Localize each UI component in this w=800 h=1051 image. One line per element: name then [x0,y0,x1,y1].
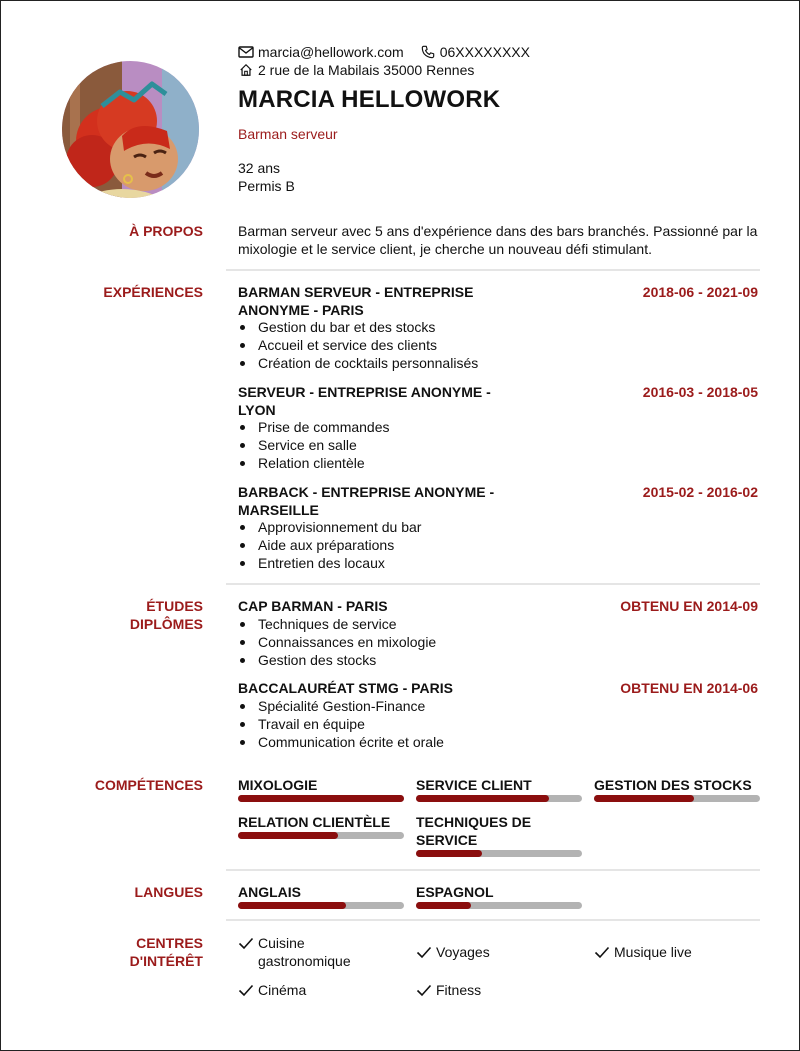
section-label-experiences: EXPÉRIENCES [103,284,203,300]
divider [226,919,760,921]
phone-icon [420,45,436,59]
list-item: Communication écrite et orale [238,733,444,751]
list-item: Techniques de service [238,615,436,633]
check-icon [594,945,610,959]
contact-info [238,43,530,79]
interest-item [416,981,481,999]
skill-bar [416,850,582,857]
skill-item [594,776,760,802]
language-item [238,883,404,909]
section-label-interests [130,934,203,970]
skill-name: TECHNIQUES DE SERVICE [416,814,532,848]
list-item: Prise de commandes [238,418,390,436]
home-icon [238,63,254,77]
list-item: Connaissances en mixologie [238,633,436,651]
skill-bar-fill [238,795,404,802]
interest-label: Cuisine gastronomique [258,935,351,969]
list-item: Création de cocktails personnalisés [238,354,478,372]
divider [226,869,760,871]
education-title: CAP BARMAN - PARIS [238,598,388,614]
experience-title: BARMAN SERVEUR - ENTREPRISE ANONYME - PARIS [238,284,474,318]
language-bar-fill [416,902,471,909]
interest-label: Fitness [436,982,482,998]
language-item [416,883,582,909]
education-topics [238,697,444,751]
list-item: Service en salle [238,436,390,454]
education-date: OBTENU EN 2014-09 [620,598,758,614]
skill-bar [594,795,760,802]
check-icon [416,945,432,959]
language-name: ANGLAIS [238,884,301,900]
interest-item [238,981,306,999]
email[interactable]: marcia@hellowork.com [258,44,404,60]
mail-icon [238,45,254,59]
experience-date: 2018-06 - 2021-09 [642,284,758,300]
skill-bar-fill [594,795,694,802]
address: 2 rue de la Mabilais 35000 Rennes [258,62,475,78]
avatar [62,61,199,198]
list-item: Relation clientèle [238,454,390,472]
check-icon [416,983,432,997]
interest-item [594,943,692,961]
skill-bar [238,832,404,839]
job-title: Barman serveur [238,126,338,142]
education-date: OBTENU EN 2014-06 [620,680,758,696]
language-bar-fill [238,902,346,909]
list-item: Entretien des locaux [238,554,421,572]
driving-license: Permis B [238,178,295,194]
education-title: BACCALAURÉAT STMG - PARIS [238,680,453,696]
about-text: Barman serveur avec 5 ans d'expérience dans des bars branchés. Passionné par la mixologie et le service client, je cherche un nouveau défi stimulant. [238,223,758,257]
interest-item [238,934,358,970]
phone[interactable]: 06XXXXXXXX [439,44,530,60]
contact-row-email-phone [238,43,530,61]
skill-bar-fill [238,832,338,839]
skill-item [416,813,556,857]
list-item: Accueil et service des clients [238,336,478,354]
list-item: Gestion des stocks [238,651,436,669]
skill-bar [238,795,404,802]
label-line: DIPLÔMES [129,616,203,632]
experience-title: SERVEUR - ENTREPRISE ANONYME - LYON [238,384,491,418]
avatar-illustration [62,61,199,198]
experience-tasks [238,418,390,472]
interest-label: Voyages [436,944,490,960]
section-label-about: À PROPOS [129,223,203,239]
list-item: Approvisionnement du bar [238,518,421,536]
section-label-languages: LANGUES [134,884,203,900]
skill-bar [416,795,582,802]
language-bar [238,902,404,909]
interest-label: Cinéma [258,982,307,998]
skill-item [238,776,404,802]
interest-item [416,943,490,961]
list-item: Gestion du bar et des stocks [238,318,478,336]
label-line: ÉTUDES [146,598,203,614]
divider [226,583,760,585]
experience-tasks [238,318,478,372]
skill-bar-fill [416,795,549,802]
skill-item [416,776,582,802]
section-label-skills: COMPÉTENCES [94,777,203,793]
age: 32 ans [238,160,281,176]
language-name: ESPAGNOL [416,884,494,900]
list-item: Travail en équipe [238,715,444,733]
experience-date: 2016-03 - 2018-05 [642,384,758,400]
education-topics [238,615,436,669]
skill-bar-fill [416,850,482,857]
personal-details [238,159,295,195]
check-icon [238,936,254,950]
skill-name: SERVICE CLIENT [416,777,532,793]
label-line: CENTRES [136,935,203,951]
skill-item [238,813,404,839]
language-bar [416,902,582,909]
check-icon [238,983,254,997]
list-item: Spécialité Gestion-Finance [238,697,444,715]
list-item: Aide aux préparations [238,536,421,554]
section-label-education [130,597,203,633]
skill-name: MIXOLOGIE [238,777,318,793]
candidate-name: MARCIA HELLOWORK [238,86,501,113]
experience-tasks [238,518,421,572]
skill-name: GESTION DES STOCKS [594,777,752,793]
experience-title: BARBACK - ENTREPRISE ANONYME - MARSEILLE [238,484,495,518]
skill-name: RELATION CLIENTÈLE [238,814,391,830]
label-line: D'INTÉRÊT [129,953,203,969]
experience-date: 2015-02 - 2016-02 [642,484,758,500]
interest-label: Musique live [614,944,692,960]
contact-row-address [238,61,530,79]
divider [226,269,760,271]
